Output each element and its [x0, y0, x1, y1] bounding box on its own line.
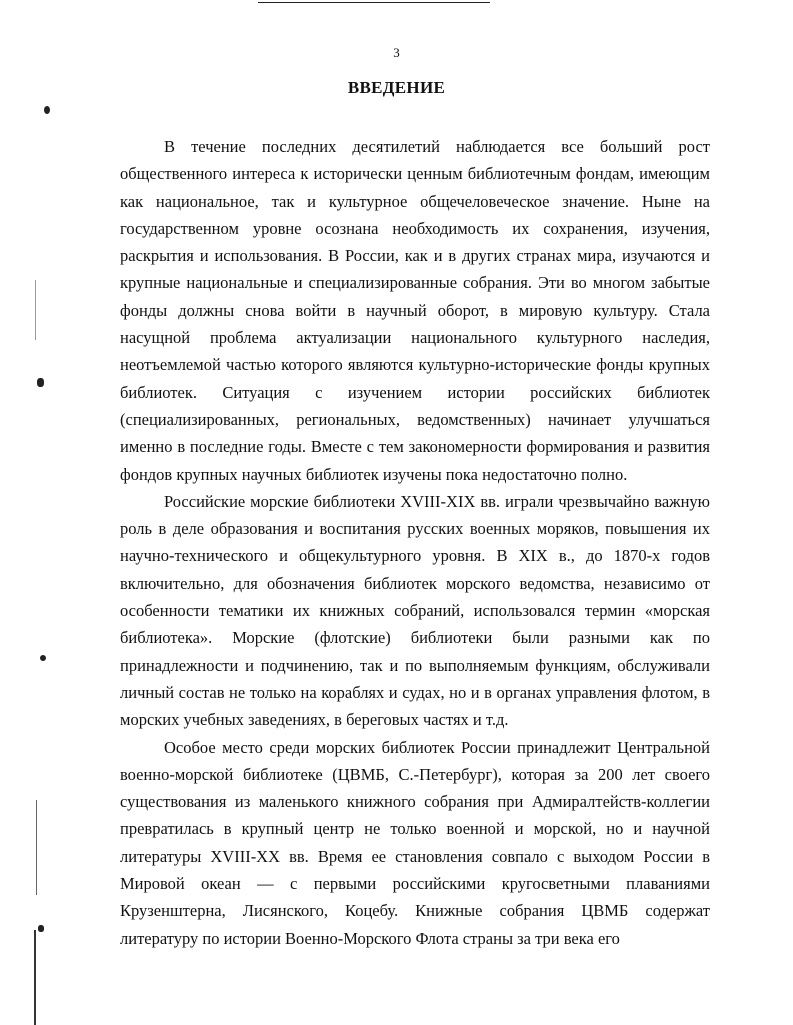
scan-mark [37, 378, 44, 387]
scan-line [36, 800, 37, 895]
scan-mark [40, 655, 46, 661]
paragraph-1: В течение последних десятилетий наблюдается все больший рост общественного интереса к исторически ценным библиотечным фондам, имеющим как национальное, так и культурное общечеловеческое значение. Ныне на государственном уровне осознана необходимость их сохранения, изучения, раскрытия и использования. В России, как и в других странах мира, изучаются и крупные национальные и специализированные собрания. Эти во многом забытые фонды должны снова войти в научный оборот, в мировую культуру. Стала насущной проблема актуализации национального культурного наследия, неотъемлемой частью которого являются культурно-исторические фонды крупных библиотек. Ситуация с изучением истории российских библиотек (специализированных, региональных, ведомственных) начинает улучшаться именно в последние годы. Вместе с тем закономерности формирования и развития фондов крупных научных библиотек изучены пока недостаточно полно. [120, 137, 710, 484]
scan-mark [44, 106, 50, 114]
page-number: 3 [393, 45, 400, 60]
scan-line [34, 930, 36, 1025]
top-rule [258, 2, 490, 3]
paragraph-2: Российские морские библиотеки XVIII-XIX вв. играли чрезвычайно важную роль в деле образования и воспитания русских военных моряков, повышения их научно-технического и общекультурного уровня. В XIX в., до 1870-х годов включительно, для обозначения библиотек морского ведомства, независимо от особенности тематики их книжных собраний, использовался термин «морская библиотека». Морские (флотские) библиотеки были разными как по принадлежности и подчинению, так и по выполняемым функциям, обслуживали личный состав не только на кораблях и судах, но и в органах управления флотом, в морских учебных заведениях, в береговых частях и т.д. [120, 491, 710, 730]
paragraph-3: Особое место среди морских библиотек России принадлежит Центральной военно-морской библиотеке (ЦВМБ, С.-Петербург), которая за 200 лет своего существования из маленького книжного собрания при Адмиралтейств-коллегии превратилась в крупный центр не только военной и морской, но и научной литературы XVIII-XX вв. Время ее становления совпало с выходом России в Мировой океан — с первыми российскими кругосветными плаваниями Крузенштерна, Лисянского, Коцебу. Книжные собрания ЦВМБ содержат литературу по истории Военно-Морского Флота страны за три века его [120, 737, 710, 948]
page-title: ВВЕДЕНИЕ [347, 78, 446, 97]
body-text [120, 133, 710, 952]
scan-line [35, 280, 36, 340]
scan-mark [38, 925, 44, 932]
